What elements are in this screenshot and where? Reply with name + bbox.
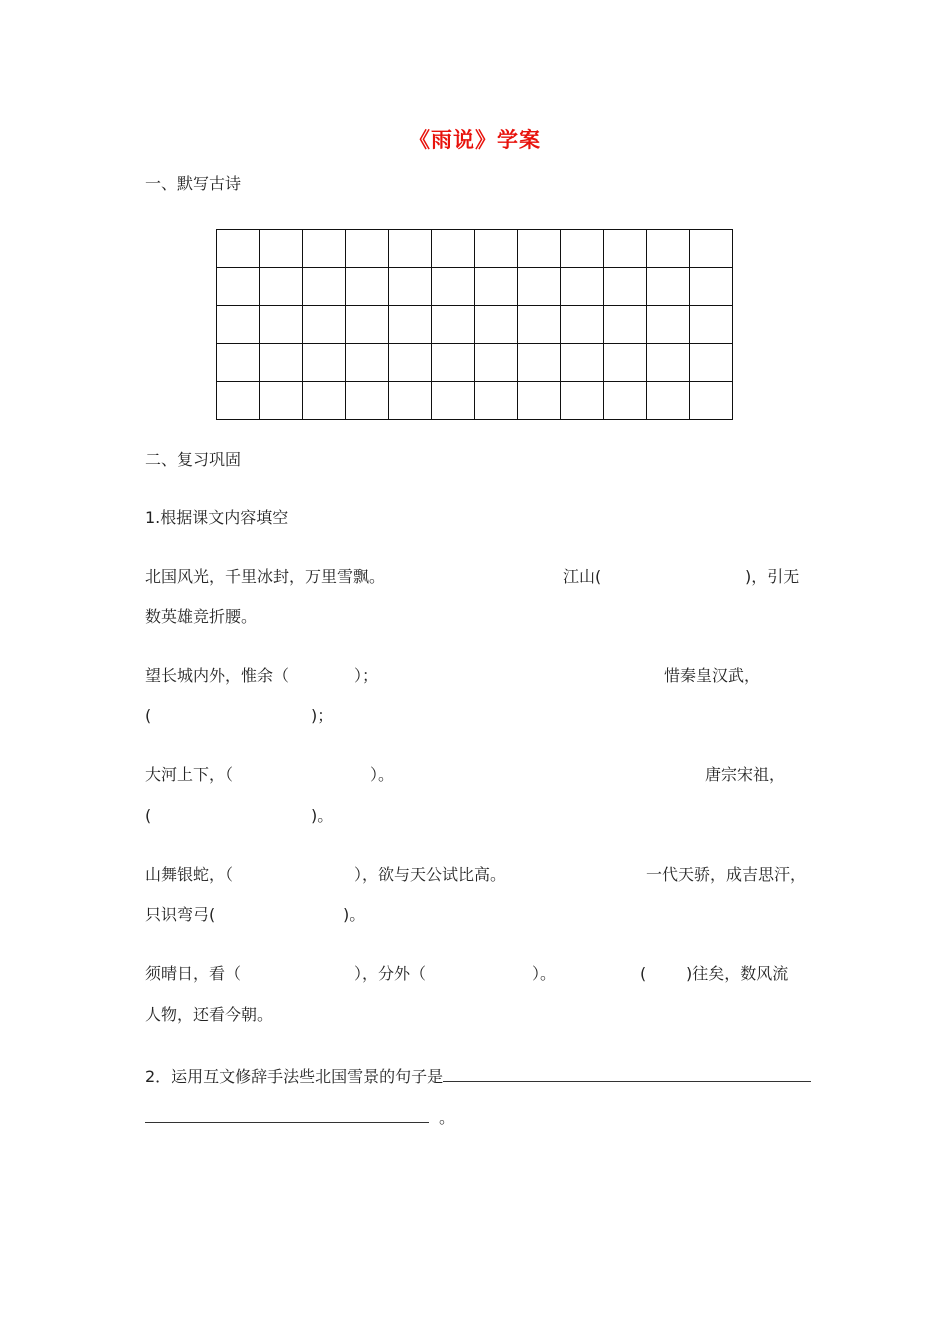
page-title: 《雨说》学案 — [409, 128, 541, 152]
grid-cell[interactable] — [389, 382, 432, 420]
grid-cell[interactable] — [475, 344, 518, 382]
section1-heading: 一、默写古诗 — [145, 174, 242, 193]
grid-cell[interactable] — [690, 344, 733, 382]
poem-line: 人物，还看今朝。 — [145, 1005, 274, 1024]
grid-cell[interactable] — [303, 306, 346, 344]
poem-line: ），分外（ — [354, 964, 427, 983]
poem-blank-open: ( — [145, 706, 152, 725]
grid-cell[interactable] — [604, 230, 647, 268]
q2-label — [145, 1065, 811, 1087]
grid-cell[interactable] — [346, 382, 389, 420]
grid-cell[interactable] — [303, 344, 346, 382]
grid-row — [217, 230, 733, 268]
poem-line: 唐宗宋祖， — [705, 765, 786, 784]
grid-cell[interactable] — [303, 230, 346, 268]
grid-cell[interactable] — [604, 344, 647, 382]
grid-cell[interactable] — [518, 306, 561, 344]
grid-cell[interactable] — [561, 268, 604, 306]
grid-cell[interactable] — [518, 230, 561, 268]
q2-end: 。 — [439, 1108, 456, 1127]
poem-blank-open: ( — [145, 806, 152, 825]
grid-cell[interactable] — [303, 382, 346, 420]
poem-line: 只识弯弓( — [145, 905, 216, 924]
grid-cell[interactable] — [217, 382, 260, 420]
grid-cell[interactable] — [561, 382, 604, 420]
poem-blank-close: ）。 — [532, 964, 557, 983]
poem-line: )往矣，数风流 — [686, 964, 789, 983]
poem-line: 须晴日，看（ — [145, 964, 242, 983]
grid-row — [217, 306, 733, 344]
grid-cell[interactable] — [346, 268, 389, 306]
answer-line[interactable] — [145, 1106, 429, 1123]
answer-line[interactable] — [443, 1065, 811, 1082]
grid-cell[interactable] — [647, 306, 690, 344]
grid-cell[interactable] — [647, 230, 690, 268]
grid-cell[interactable] — [217, 344, 260, 382]
grid-cell[interactable] — [690, 382, 733, 420]
grid-cell[interactable] — [260, 230, 303, 268]
grid-cell[interactable] — [475, 382, 518, 420]
poem-line: 山舞银蛇，（ — [145, 865, 234, 884]
poem-blank-open: 江山( — [563, 567, 602, 586]
poem-line: 北国风光，千里冰封，万里雪飘。 — [145, 567, 386, 586]
grid-cell[interactable] — [260, 344, 303, 382]
poem-blank-close: )。 — [343, 905, 366, 924]
grid-cell[interactable] — [690, 268, 733, 306]
grid-cell[interactable] — [475, 230, 518, 268]
poem-blank-open: ( — [640, 964, 647, 983]
grid-cell[interactable] — [475, 268, 518, 306]
poem-blank-close: )。 — [311, 806, 334, 825]
grid-row — [217, 344, 733, 382]
poem-blank-close: )，引无 — [745, 567, 800, 586]
grid-cell[interactable] — [389, 268, 432, 306]
grid-cell[interactable] — [690, 230, 733, 268]
grid-cell[interactable] — [690, 306, 733, 344]
grid-cell[interactable] — [260, 268, 303, 306]
grid-cell[interactable] — [260, 382, 303, 420]
writing-grid[interactable] — [216, 229, 733, 420]
grid-cell[interactable] — [389, 306, 432, 344]
poem-line: 望长城内外，惟余（ — [145, 666, 290, 685]
grid-cell[interactable] — [432, 382, 475, 420]
grid-cell[interactable] — [518, 268, 561, 306]
poem-blank-close: ）。 — [370, 765, 395, 784]
grid-cell[interactable] — [389, 230, 432, 268]
grid-cell[interactable] — [346, 344, 389, 382]
poem-line: 一代天骄，成吉思汗， — [646, 865, 807, 884]
poem-line: ），欲与天公试比高。 — [354, 865, 507, 884]
grid-cell[interactable] — [647, 382, 690, 420]
grid-cell[interactable] — [647, 268, 690, 306]
q2-line2 — [145, 1106, 455, 1128]
grid-row — [217, 268, 733, 306]
grid-cell[interactable] — [561, 344, 604, 382]
grid-cell[interactable] — [346, 306, 389, 344]
grid-cell[interactable] — [561, 230, 604, 268]
grid-cell[interactable] — [303, 268, 346, 306]
grid-cell[interactable] — [432, 306, 475, 344]
grid-cell[interactable] — [432, 230, 475, 268]
grid-cell[interactable] — [604, 268, 647, 306]
grid-cell[interactable] — [346, 230, 389, 268]
grid-cell[interactable] — [518, 382, 561, 420]
grid-cell[interactable] — [389, 344, 432, 382]
poem-line: 大河上下，（ — [145, 765, 234, 784]
grid-cell[interactable] — [432, 268, 475, 306]
poem-blank-close: ）； — [354, 666, 379, 685]
grid-cell[interactable] — [604, 382, 647, 420]
q1-label: 1.根据课文内容填空 — [145, 508, 289, 527]
grid-cell[interactable] — [518, 344, 561, 382]
poem-blank-close: )； — [311, 706, 334, 725]
q2-text: 2．运用互文修辞手法些北国雪景的句子是 — [145, 1067, 444, 1086]
grid-cell[interactable] — [260, 306, 303, 344]
grid-cell[interactable] — [432, 344, 475, 382]
grid-cell[interactable] — [217, 230, 260, 268]
grid-cell[interactable] — [604, 306, 647, 344]
grid-cell[interactable] — [217, 268, 260, 306]
grid-cell[interactable] — [475, 306, 518, 344]
section2-heading: 二、复习巩固 — [145, 450, 242, 469]
poem-line: 数英雄竞折腰。 — [145, 607, 258, 626]
grid-cell[interactable] — [217, 306, 260, 344]
grid-row — [217, 382, 733, 420]
grid-cell[interactable] — [561, 306, 604, 344]
poem-line: 惜秦皇汉武， — [664, 666, 761, 685]
grid-cell[interactable] — [647, 344, 690, 382]
